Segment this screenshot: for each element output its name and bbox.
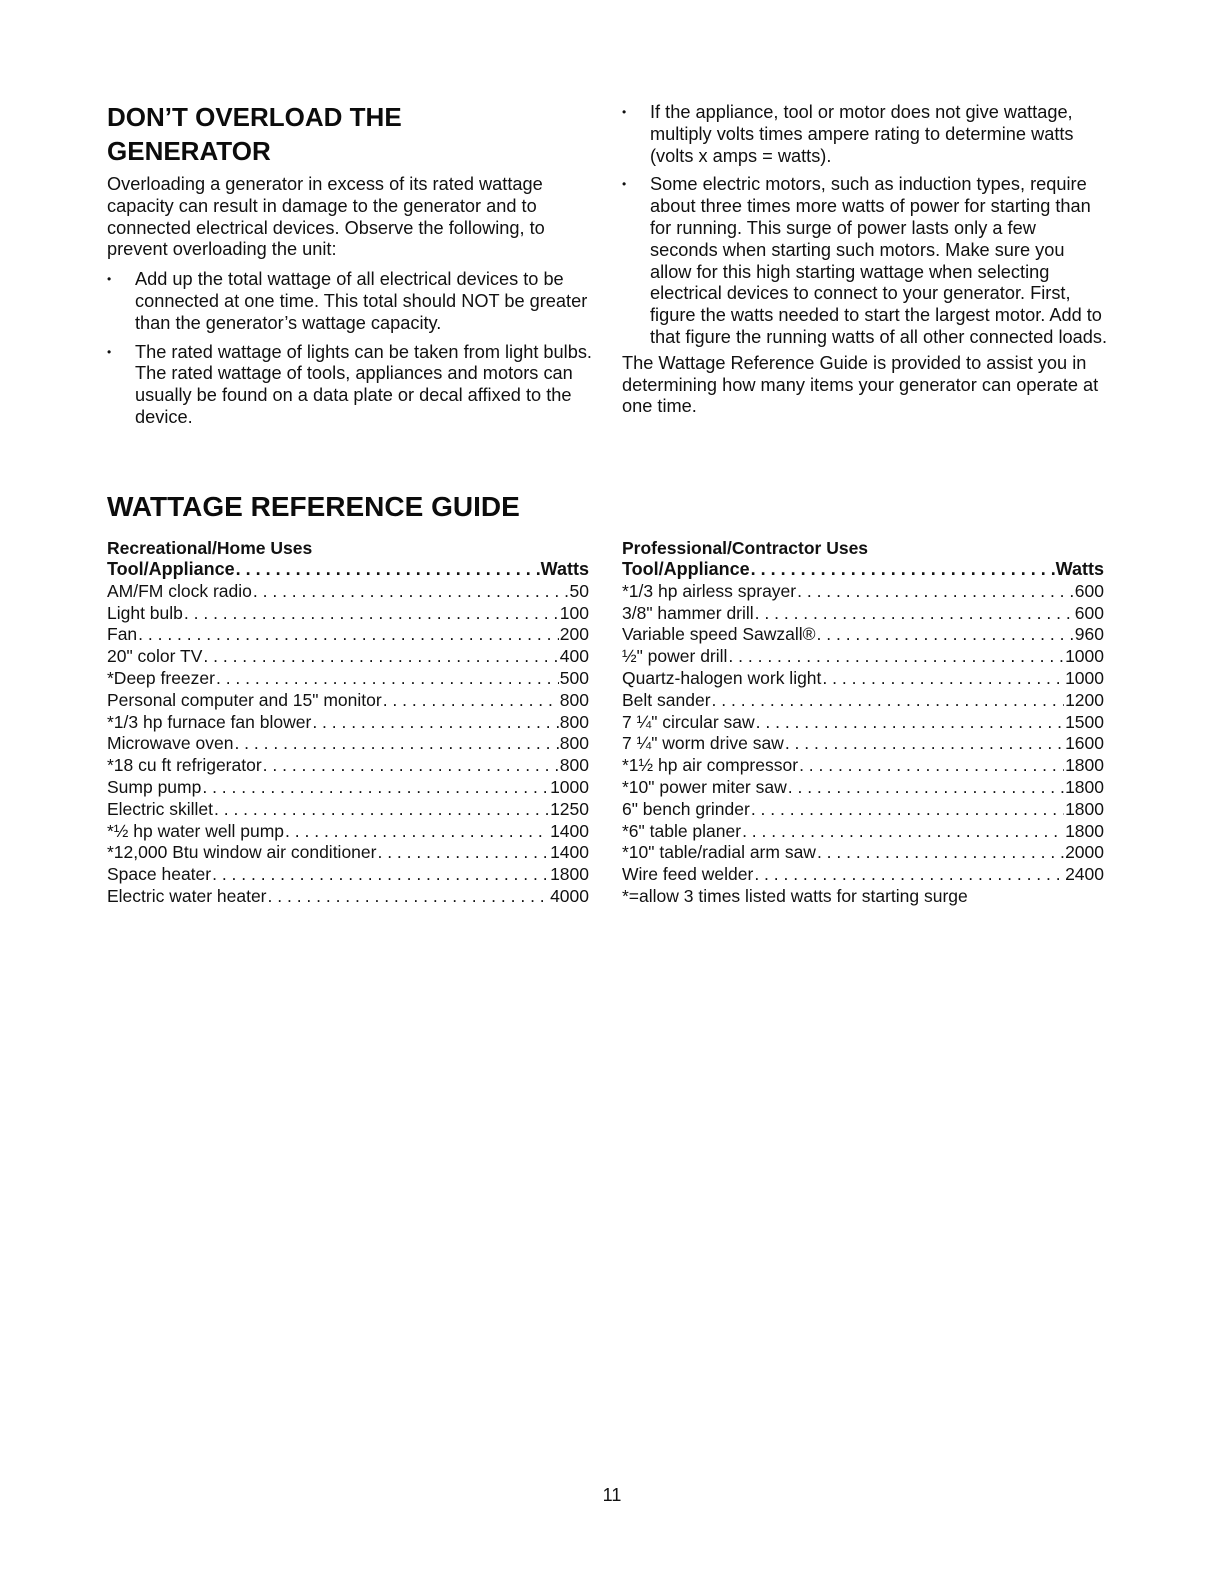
overload-bullet-list-continued <box>622 102 1107 349</box>
table-row <box>622 646 1104 668</box>
table-row <box>107 842 589 864</box>
overload-heading-line1: DON’T OVERLOAD THE <box>107 102 402 132</box>
row-watts-value: 1250 <box>550 798 589 819</box>
table-row <box>622 864 1104 886</box>
row-appliance-name: *10" power miter saw <box>622 776 787 797</box>
table-row <box>622 581 1104 603</box>
row-watts-value: 1200 <box>1065 689 1104 710</box>
row-appliance-name: Personal computer and 15" monitor <box>107 689 382 710</box>
dot-leader <box>263 755 559 777</box>
dot-leader <box>751 559 1055 581</box>
row-watts-value: 1600 <box>1065 733 1104 754</box>
bullet-item: • Some electric motors, such as induction types, require about three times more watts of power for starting than for running. This surge of power lasts only a few seconds when starting such motors. Make sure you allow for this high starting wattage when selecting electrical devices to connect to your generator. First, figure the watts needed to start the largest motor. Add to that figure the running watts of all other connected loads. <box>622 174 1107 348</box>
row-appliance-name: Quartz-halogen work light <box>622 667 822 688</box>
page-number: 11 <box>602 1485 622 1505</box>
row-appliance-name: Variable speed Sawzall® <box>622 624 816 645</box>
row-watts-value: 960 <box>1074 624 1104 645</box>
overload-heading <box>107 100 592 168</box>
pro-uses-table <box>622 537 1104 908</box>
table-row <box>622 777 1104 799</box>
overload-right-column <box>622 102 1107 418</box>
dot-leader <box>756 712 1064 734</box>
overload-left-column <box>107 100 592 429</box>
row-appliance-name: Sump pump <box>107 776 202 797</box>
home-uses-title: Recreational/Home Uses <box>107 538 313 558</box>
table-row <box>107 690 589 712</box>
dot-leader <box>751 799 1064 821</box>
dot-leader <box>214 799 549 821</box>
row-watts-value: 1000 <box>1065 646 1104 667</box>
overload-heading-line2: GENERATOR <box>107 136 271 166</box>
dot-leader <box>383 690 559 712</box>
table-row <box>107 864 589 886</box>
row-watts-value: 1000 <box>550 776 589 797</box>
dot-leader <box>817 624 1074 646</box>
home-uses-rows <box>107 581 589 908</box>
table-row <box>107 755 589 777</box>
dot-leader <box>234 733 558 755</box>
dot-leader <box>797 581 1074 603</box>
home-uses-table <box>107 537 589 908</box>
dot-leader <box>755 603 1074 625</box>
row-watts-value: 1400 <box>550 820 589 841</box>
table-row <box>107 886 589 908</box>
dot-leader <box>754 864 1064 886</box>
dot-leader <box>212 864 549 886</box>
pro-uses-rows <box>622 581 1104 886</box>
wattage-guide-heading: WATTAGE REFERENCE GUIDE <box>107 491 520 522</box>
pro-uses-title: Professional/Contractor Uses <box>622 538 869 558</box>
row-watts-value: 800 <box>559 711 589 732</box>
row-appliance-name: 6" bench grinder <box>622 798 750 819</box>
row-watts-value: 1800 <box>1065 755 1104 776</box>
table-row <box>107 712 589 734</box>
dot-leader <box>138 624 559 646</box>
row-watts-value: 400 <box>559 646 589 667</box>
guide-intro-paragraph: The Wattage Reference Guide is provided to assist you in determining how many items your generator can operate at one time. <box>622 352 1099 417</box>
table-row <box>622 624 1104 646</box>
row-appliance-name: Fan <box>107 624 138 645</box>
row-watts-value: 800 <box>559 755 589 776</box>
row-watts-value: 1800 <box>1065 798 1104 819</box>
row-watts-value: 1400 <box>550 842 589 863</box>
table-row <box>622 668 1104 690</box>
table-row <box>622 821 1104 843</box>
dot-leader <box>268 886 550 908</box>
row-appliance-name: *10" table/radial arm saw <box>622 842 816 863</box>
dot-leader <box>377 842 549 864</box>
table-row <box>622 842 1104 864</box>
row-appliance-name: 20" color TV <box>107 646 203 667</box>
row-watts-value: 1800 <box>1065 776 1104 797</box>
row-watts-value: 1500 <box>1065 711 1104 732</box>
dot-leader <box>785 733 1064 755</box>
row-watts-value: 2400 <box>1065 864 1104 885</box>
row-watts-value: 500 <box>559 667 589 688</box>
table-row <box>622 799 1104 821</box>
row-appliance-name: 7 ¼" circular saw <box>622 711 755 732</box>
row-appliance-name: *1/3 hp airless sprayer <box>622 580 797 601</box>
dot-leader <box>712 690 1065 712</box>
row-appliance-name: *1½ hp air compressor <box>622 755 799 776</box>
row-appliance-name: 7 ¼" worm drive saw <box>622 733 784 754</box>
bullet-item: • Add up the total wattage of all electrical devices to be connected at one time. This total should NOT be greater than the generator’s wattage capacity. <box>107 269 592 334</box>
column-header-tool: Tool/Appliance <box>107 559 235 579</box>
row-watts-value: 4000 <box>550 885 589 906</box>
row-appliance-name: 3/8" hammer drill <box>622 602 754 623</box>
row-watts-value: 1800 <box>1065 820 1104 841</box>
dot-leader <box>799 755 1064 777</box>
row-appliance-name: *12,000 Btu window air conditioner <box>107 842 377 863</box>
row-appliance-name: Wire feed welder <box>622 864 754 885</box>
table-row <box>107 581 589 603</box>
overload-intro-paragraph: Overloading a generator in excess of its rated wattage capacity can result in damage to the generator and to connected electrical devices. Observe the following, to prevent overloading the unit: <box>107 174 545 260</box>
row-watts-value: 200 <box>559 624 589 645</box>
dot-leader <box>728 646 1064 668</box>
table-row <box>107 624 589 646</box>
bullet-item: • If the appliance, tool or motor does not give wattage, multiply volts times ampere rating to determine watts (volts x amps = watts). <box>622 102 1107 167</box>
dot-leader <box>285 821 549 843</box>
bullet-item: • The rated wattage of lights can be taken from light bulbs. The rated wattage of tools, appliances and motors can usually be found on a data plate or decal affixed to the device. <box>107 342 592 429</box>
row-appliance-name: Light bulb <box>107 602 183 623</box>
row-watts-value: 2000 <box>1065 842 1104 863</box>
row-watts-value: 600 <box>1074 580 1104 601</box>
row-appliance-name: *Deep freezer <box>107 667 215 688</box>
dot-leader <box>788 777 1064 799</box>
table-row <box>622 733 1104 755</box>
overload-bullet-list <box>107 269 592 429</box>
row-appliance-name: ½" power drill <box>622 646 728 667</box>
table-row <box>622 603 1104 625</box>
column-header-watts: Watts <box>540 559 589 579</box>
row-watts-value: 50 <box>569 580 589 601</box>
column-header-tool: Tool/Appliance <box>622 559 750 579</box>
dot-leader <box>253 581 569 603</box>
starting-surge-footnote: *=allow 3 times listed watts for starting surge <box>622 885 968 906</box>
row-appliance-name: *6" table planer <box>622 820 742 841</box>
row-appliance-name: Space heater <box>107 864 212 885</box>
dot-leader <box>216 668 559 690</box>
row-watts-value: 1800 <box>550 864 589 885</box>
row-watts-value: 600 <box>1074 602 1104 623</box>
row-appliance-name: *1/3 hp furnace fan blower <box>107 711 312 732</box>
table-header-row <box>622 559 1104 581</box>
table-row <box>107 799 589 821</box>
table-row <box>622 690 1104 712</box>
row-watts-value: 1000 <box>1065 667 1104 688</box>
table-row <box>107 777 589 799</box>
table-row <box>622 755 1104 777</box>
dot-leader <box>312 712 558 734</box>
dot-leader <box>184 603 559 625</box>
row-appliance-name: *18 cu ft refrigerator <box>107 755 262 776</box>
table-row <box>107 646 589 668</box>
row-appliance-name: AM/FM clock radio <box>107 580 252 601</box>
row-watts-value: 800 <box>559 733 589 754</box>
table-row <box>107 733 589 755</box>
dot-leader <box>742 821 1064 843</box>
dot-leader <box>236 559 540 581</box>
row-appliance-name: Electric skillet <box>107 798 213 819</box>
table-row <box>107 668 589 690</box>
dot-leader <box>817 842 1064 864</box>
dot-leader <box>822 668 1064 690</box>
row-appliance-name: Belt sander <box>622 689 711 710</box>
dot-leader <box>202 777 549 799</box>
table-row <box>622 712 1104 734</box>
row-appliance-name: *½ hp water well pump <box>107 820 285 841</box>
row-watts-value: 100 <box>559 602 589 623</box>
column-header-watts: Watts <box>1055 559 1104 579</box>
row-watts-value: 800 <box>559 689 589 710</box>
table-row <box>107 821 589 843</box>
table-row <box>107 603 589 625</box>
dot-leader <box>203 646 558 668</box>
row-appliance-name: Electric water heater <box>107 885 267 906</box>
table-header-row <box>107 559 589 581</box>
row-appliance-name: Microwave oven <box>107 733 234 754</box>
